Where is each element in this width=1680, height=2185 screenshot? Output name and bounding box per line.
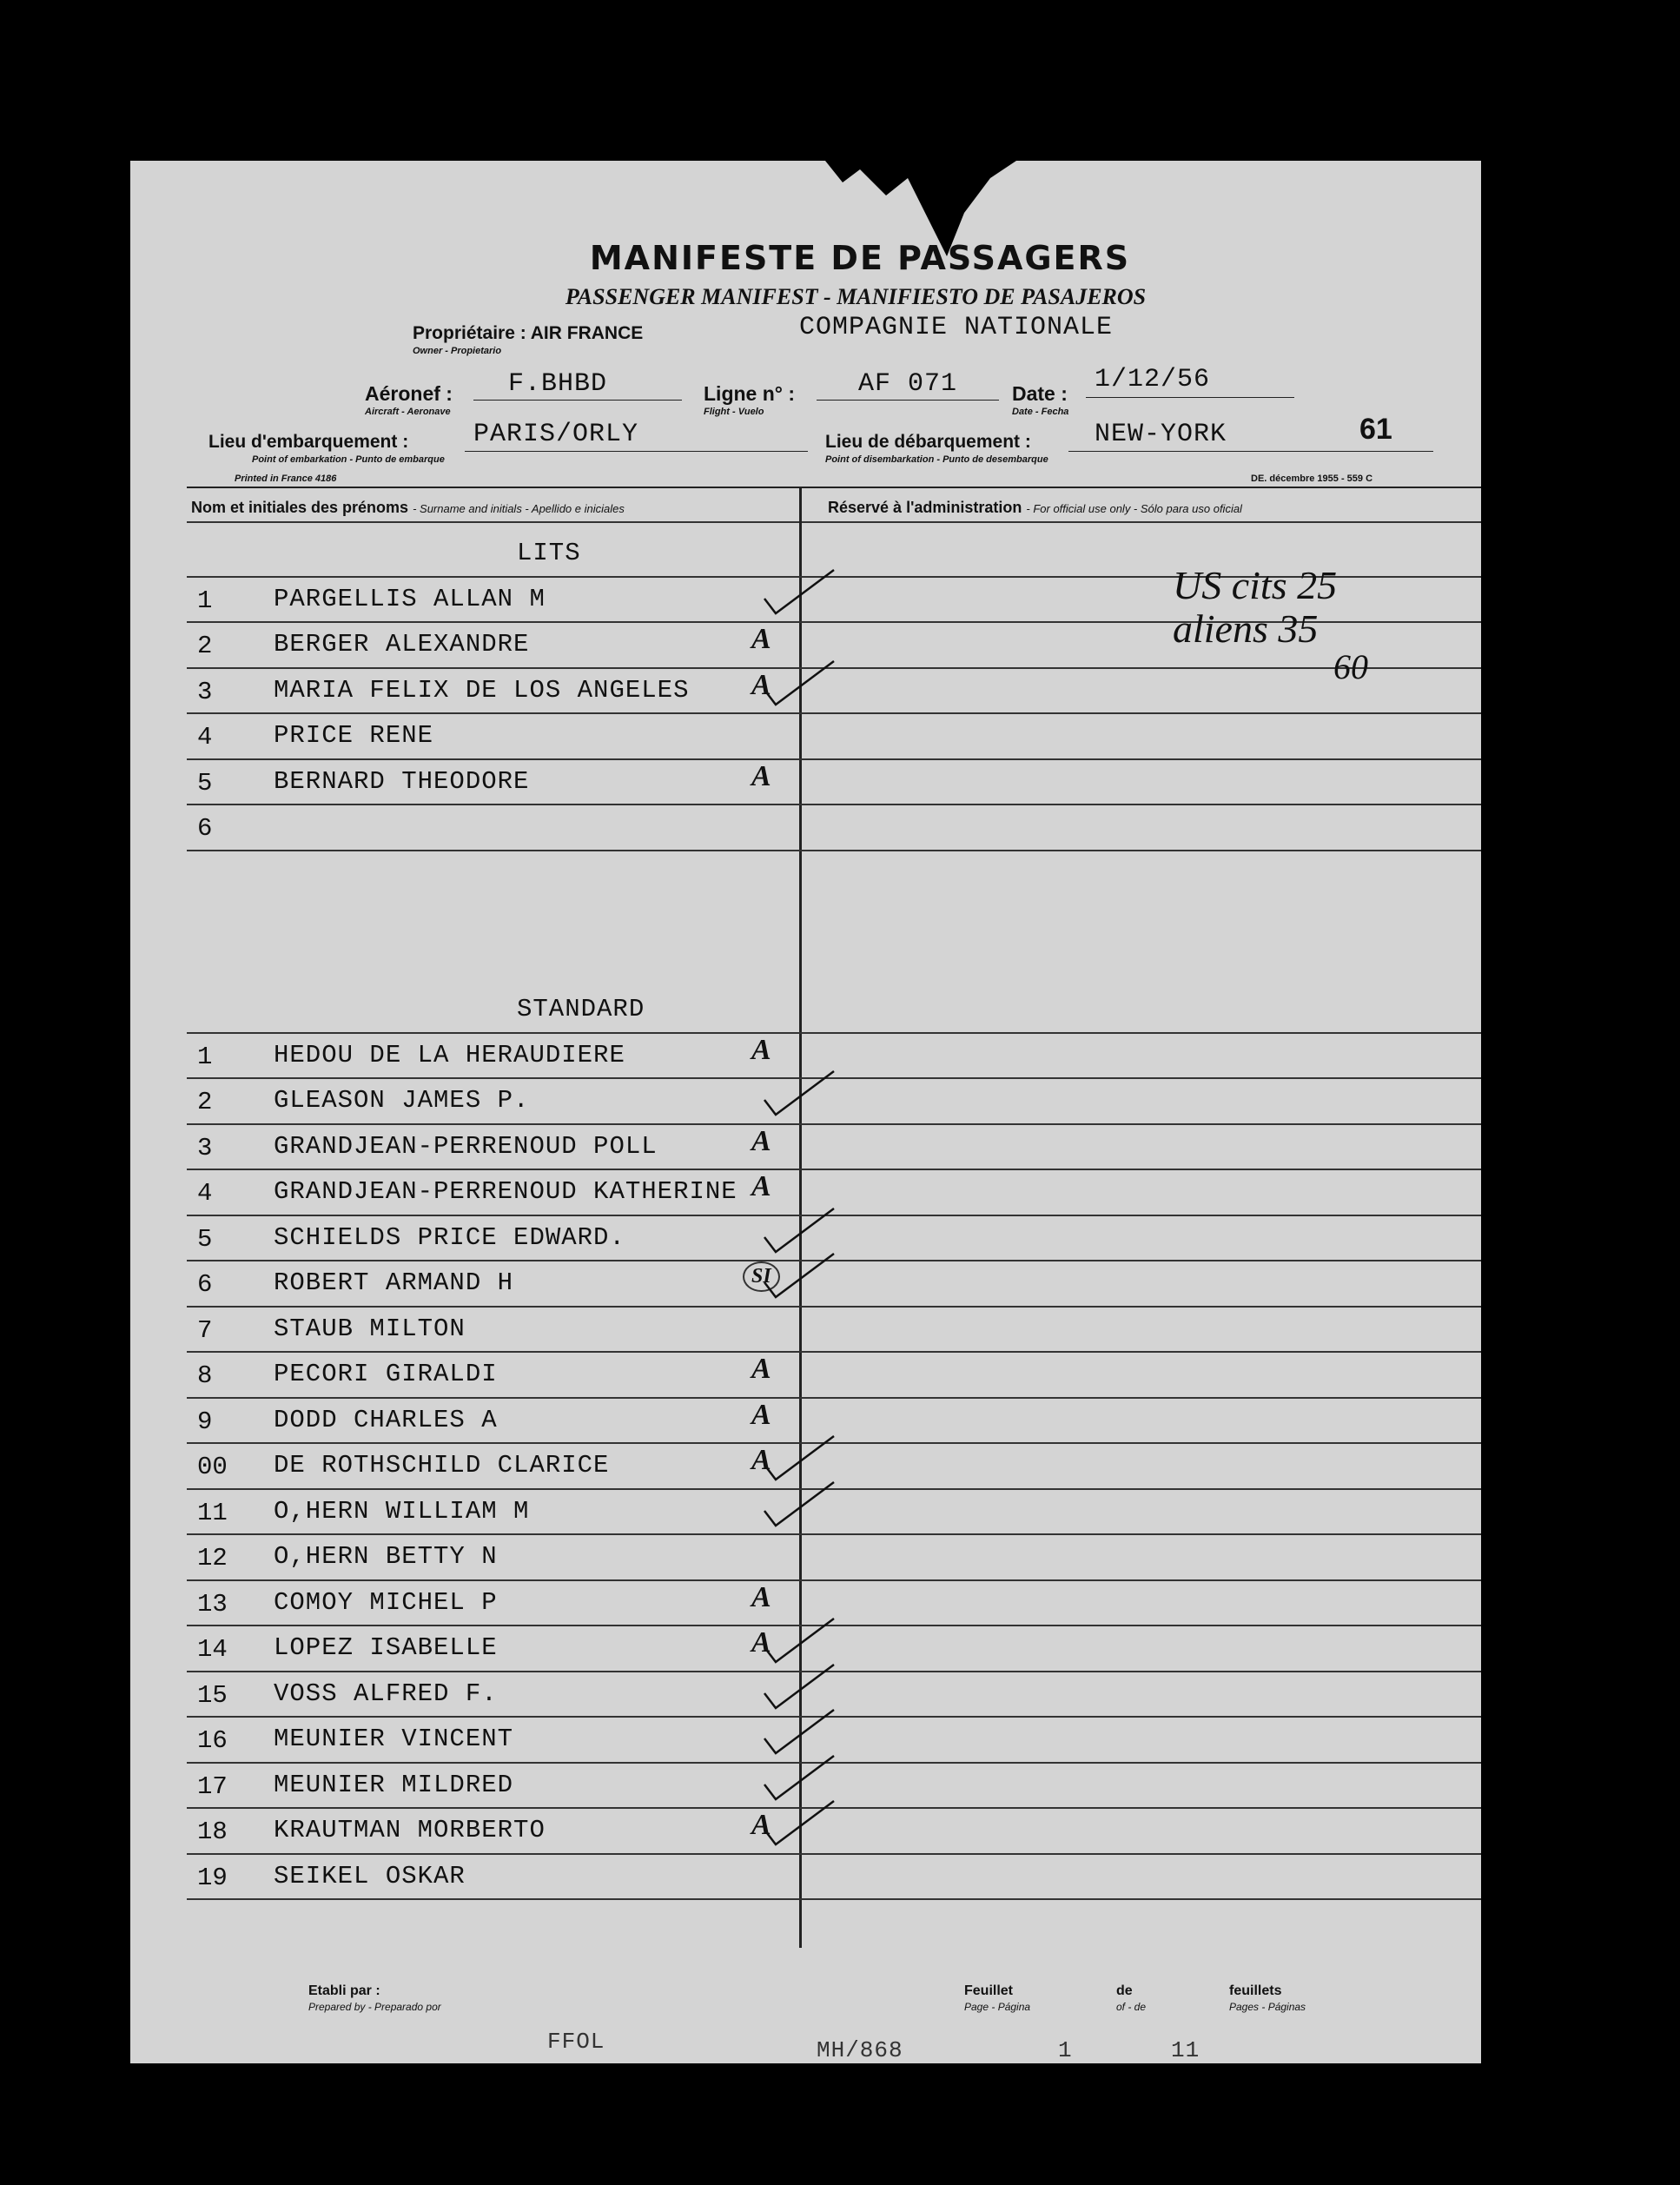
name-column-header: Nom et initiales des prénoms - Surname and initials - Apellido e iniciales xyxy=(191,499,625,516)
row-number: 4 xyxy=(197,1179,213,1208)
sheets-label: feuillets Pages - Páginas xyxy=(1229,1983,1306,2013)
section-heading: LITS xyxy=(517,539,581,567)
stamp-ffol: FFOL xyxy=(547,2029,605,2055)
passenger-name: O,HERN BETTY N xyxy=(274,1542,498,1571)
passenger-name: COMOY MICHEL P xyxy=(274,1587,498,1617)
row-number: 16 xyxy=(197,1726,228,1755)
date-label: Date : xyxy=(1012,382,1068,405)
aircraft-sublabel: Aircraft - Aeronave xyxy=(365,407,451,417)
owner-sublabel: Owner - Propietario xyxy=(413,346,502,356)
passenger-name: VOSS ALFRED F. xyxy=(274,1678,498,1708)
disembark-value: NEW-YORK xyxy=(1095,420,1227,449)
row-number: 5 xyxy=(197,768,213,798)
row-rule xyxy=(187,1032,1481,1034)
printed-note: Printed in France 4186 xyxy=(235,473,337,484)
status-mark: A xyxy=(751,1580,771,1613)
passenger-name: LOPEZ ISABELLE xyxy=(274,1633,498,1662)
row-number: 5 xyxy=(197,1224,213,1254)
row-rule xyxy=(187,804,1481,805)
row-number: 13 xyxy=(197,1589,228,1619)
disembark-label: Lieu de débarquement : xyxy=(825,432,1031,452)
row-rule xyxy=(187,1853,1481,1855)
owner-label: Propriétaire : AIR FRANCE xyxy=(413,323,644,343)
annotation-us-citizens: US cits 25 xyxy=(1173,563,1338,607)
check-mark-icon xyxy=(760,1614,838,1666)
page-title: MANIFESTE DE PASSAGERS xyxy=(589,239,1131,277)
status-mark: A xyxy=(751,759,771,792)
check-mark-icon xyxy=(760,1751,838,1804)
page-subtitle: PASSENGER MANIFEST - MANIFIESTO DE PASAJEROS xyxy=(565,284,1147,309)
row-number: 7 xyxy=(197,1315,213,1345)
row-number: 17 xyxy=(197,1771,228,1801)
passenger-table xyxy=(187,487,1481,1948)
row-rule xyxy=(187,1397,1481,1399)
passenger-name: ROBERT ARMAND H xyxy=(274,1268,514,1297)
row-number: 1 xyxy=(197,1042,213,1071)
row-number: 18 xyxy=(197,1818,228,1846)
passenger-name: BERGER ALEXANDRE xyxy=(274,630,530,659)
status-mark: A xyxy=(751,1124,771,1157)
passenger-name: GRANDJEAN-PERRENOUD POLL xyxy=(274,1131,658,1161)
passenger-name: SEIKEL OSKAR xyxy=(274,1861,466,1890)
passenger-name: PECORI GIRALDI xyxy=(274,1360,498,1388)
status-mark: A xyxy=(751,1353,771,1385)
passenger-name: MARIA FELIX DE LOS ANGELES xyxy=(274,675,690,705)
annotation-total: 60 xyxy=(1333,647,1368,686)
row-number: 2 xyxy=(197,632,213,660)
date-value: 1/12/56 xyxy=(1095,365,1211,394)
embark-sublabel: Point of embarkation - Punto de embarque xyxy=(252,454,445,465)
date-sublabel: Date - Fecha xyxy=(1012,407,1069,417)
row-number: 9 xyxy=(197,1407,213,1436)
row-number: 8 xyxy=(197,1361,213,1390)
row-number: 4 xyxy=(197,723,213,752)
passenger-name: PARGELLIS ALLAN M xyxy=(274,584,546,613)
row-rule xyxy=(187,758,1481,760)
owner-value: COMPAGNIE NATIONALE xyxy=(799,313,1114,342)
row-number: 12 xyxy=(197,1544,228,1573)
annotation-aliens: aliens 35 xyxy=(1173,606,1319,651)
check-mark-icon xyxy=(760,1067,838,1119)
check-mark-icon xyxy=(760,1432,838,1484)
check-mark-icon xyxy=(760,1478,838,1530)
embark-value: PARIS/ORLY xyxy=(473,420,639,449)
of-label: de of - de xyxy=(1116,1983,1147,2013)
status-mark: A xyxy=(751,1170,771,1202)
check-mark-icon xyxy=(760,1660,838,1712)
status-mark: A xyxy=(751,1809,771,1841)
check-mark-icon xyxy=(760,566,838,618)
row-number: 15 xyxy=(197,1680,228,1710)
disembark-sublabel: Point of disembarkation - Punto de desembarque xyxy=(825,454,1048,465)
check-mark-icon xyxy=(760,1797,838,1849)
status-mark: A xyxy=(751,1033,771,1066)
row-rule xyxy=(187,712,1481,714)
status-mark: A xyxy=(751,1398,771,1431)
sheet-label: Feuillet Page - Página xyxy=(964,1983,1031,2013)
row-number: 1 xyxy=(197,586,213,615)
form-reference: DE. décembre 1955 - 559 C xyxy=(1251,473,1373,484)
row-number: 14 xyxy=(197,1635,228,1664)
status-mark: A xyxy=(751,1626,771,1659)
check-mark-icon xyxy=(760,1249,838,1301)
row-number: 19 xyxy=(197,1863,228,1892)
check-mark-icon xyxy=(760,1204,838,1256)
status-mark: A xyxy=(751,623,771,655)
row-number: 00 xyxy=(197,1453,228,1481)
row-rule xyxy=(187,1306,1481,1308)
section-heading: STANDARD xyxy=(517,995,645,1023)
embark-label: Lieu d'embarquement : xyxy=(208,432,409,452)
row-rule xyxy=(187,1579,1481,1581)
passenger-name: SCHIELDS PRICE EDWARD. xyxy=(274,1222,625,1252)
row-number: 6 xyxy=(197,1270,213,1299)
page-number: 61 xyxy=(1359,413,1392,446)
manifest-sheet xyxy=(130,161,1481,2063)
passenger-name: PRICE RENE xyxy=(274,721,434,750)
row-number: 3 xyxy=(197,677,213,706)
line-sublabel: Flight - Vuelo xyxy=(704,407,764,417)
passenger-name: GRANDJEAN-PERRENOUD KATHERINE xyxy=(274,1177,737,1206)
status-mark: A xyxy=(751,668,771,701)
aircraft-label: Aéronef : xyxy=(365,382,453,405)
passenger-name: O,HERN WILLIAM M xyxy=(274,1496,530,1526)
row-rule xyxy=(187,1898,1481,1900)
passenger-name: BERNARD THEODORE xyxy=(274,766,530,796)
stamp-sheets: 11 xyxy=(1171,2037,1200,2063)
check-mark-icon xyxy=(760,657,838,709)
passenger-name: KRAUTMAN MORBERTO xyxy=(274,1816,546,1844)
status-mark: SI xyxy=(743,1261,780,1292)
row-rule xyxy=(187,1533,1481,1535)
row-number: 6 xyxy=(197,814,213,843)
line-label: Ligne n° : xyxy=(704,382,796,405)
passenger-name: HEDOU DE LA HERAUDIERE xyxy=(274,1040,625,1069)
status-mark: A xyxy=(751,1444,771,1476)
check-mark-icon xyxy=(760,1705,838,1758)
passenger-name: MEUNIER MILDRED xyxy=(274,1770,514,1799)
stamp-sheet: 1 xyxy=(1058,2037,1073,2063)
line-value: AF 071 xyxy=(858,369,958,399)
admin-column-header: Réservé à l'administration - For official use only - Sólo para uso oficial xyxy=(828,499,1242,516)
row-rule xyxy=(187,1123,1481,1125)
passenger-name: DODD CHARLES A xyxy=(274,1405,498,1434)
prepared-label: Etabli par : Prepared by - Preparado por xyxy=(308,1983,441,2013)
passenger-name: DE ROTHSCHILD CLARICE xyxy=(274,1451,610,1480)
row-number: 2 xyxy=(197,1088,213,1116)
row-rule xyxy=(187,850,1481,851)
stamp-reference: MH/868 xyxy=(817,2037,903,2063)
passenger-name: MEUNIER VINCENT xyxy=(274,1725,514,1753)
row-rule xyxy=(187,1351,1481,1353)
passenger-name: STAUB MILTON xyxy=(274,1314,466,1343)
row-number: 11 xyxy=(197,1498,228,1527)
row-number: 3 xyxy=(197,1133,213,1162)
row-rule xyxy=(187,1169,1481,1170)
aircraft-value: F.BHBD xyxy=(508,369,608,399)
passenger-name: GLEASON JAMES P. xyxy=(274,1086,530,1115)
